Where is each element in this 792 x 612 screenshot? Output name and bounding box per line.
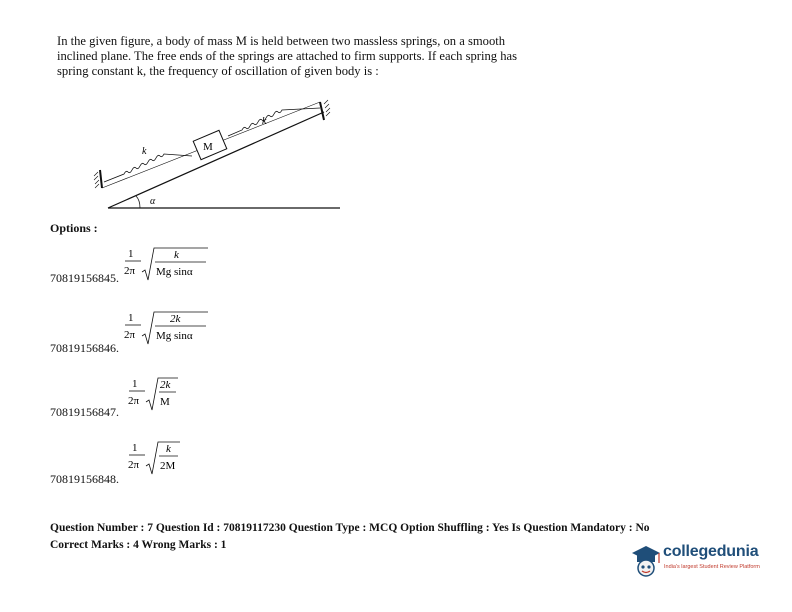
formula-denominator: 2π — [124, 329, 136, 341]
left-support — [94, 170, 102, 188]
radicand-numerator: k — [174, 249, 179, 261]
question-meta — [50, 520, 690, 554]
right-spring — [228, 108, 320, 136]
formula-denominator: 2π — [128, 395, 140, 407]
incline-line — [108, 112, 324, 208]
logo-name: collegedunia — [663, 543, 759, 560]
option-formula[interactable] — [118, 244, 218, 286]
radicand-numerator: 2k — [160, 379, 171, 391]
radicand-numerator: k — [166, 443, 171, 455]
spring-label-left: k — [142, 146, 147, 157]
radicand-denominator: M — [160, 396, 170, 408]
question-line: spring constant k, the frequency of oscillation of given body is : — [57, 64, 379, 78]
radicand-denominator: Mg sinα — [156, 266, 193, 278]
question-line: inclined plane. The free ends of the springs are attached to firm supports. If each spring has — [57, 49, 517, 63]
radicand-denominator: 2M — [160, 460, 176, 472]
option-id: 70819156847. — [50, 405, 119, 419]
option-id: 70819156846. — [50, 341, 119, 355]
angle-label: α — [150, 196, 156, 207]
marks-line: Correct Marks : 4 Wrong Marks : 1 — [50, 539, 227, 551]
inclined-plane-figure — [88, 98, 348, 216]
question-line: In the given figure, a body of mass M is held between two massless springs, on a smooth — [57, 34, 506, 48]
collegedunia-logo — [628, 539, 770, 583]
option-formula[interactable] — [118, 308, 218, 350]
radicand-denominator: Mg sinα — [156, 330, 193, 342]
option-formula[interactable] — [122, 374, 192, 416]
formula-denominator: 2π — [128, 459, 140, 471]
mass-label: M — [203, 141, 213, 153]
option-formula[interactable] — [122, 438, 192, 480]
formula-numerator: 1 — [132, 442, 138, 454]
formula-numerator: 1 — [128, 248, 134, 260]
formula-numerator: 1 — [132, 378, 138, 390]
question-text — [57, 34, 617, 79]
formula-denominator: 2π — [124, 265, 136, 277]
graduate-icon — [628, 541, 664, 581]
radicand-numerator: 2k — [170, 313, 181, 325]
right-support — [320, 100, 330, 120]
option-id: 70819156848. — [50, 472, 119, 486]
formula-numerator: 1 — [128, 312, 134, 324]
left-spring — [104, 154, 192, 182]
options-label: Options : — [50, 221, 98, 235]
question-meta-line: Question Number : 7 Question Id : 70819117230 Question Type : MCQ Option Shuffling : Yes Is Question Mandatory : No — [50, 522, 650, 534]
spring-label-right: k — [262, 116, 267, 127]
option-id: 70819156845. — [50, 271, 119, 285]
angle-arc — [136, 196, 140, 208]
logo-tagline: India's largest Student Review Platform — [664, 564, 760, 570]
